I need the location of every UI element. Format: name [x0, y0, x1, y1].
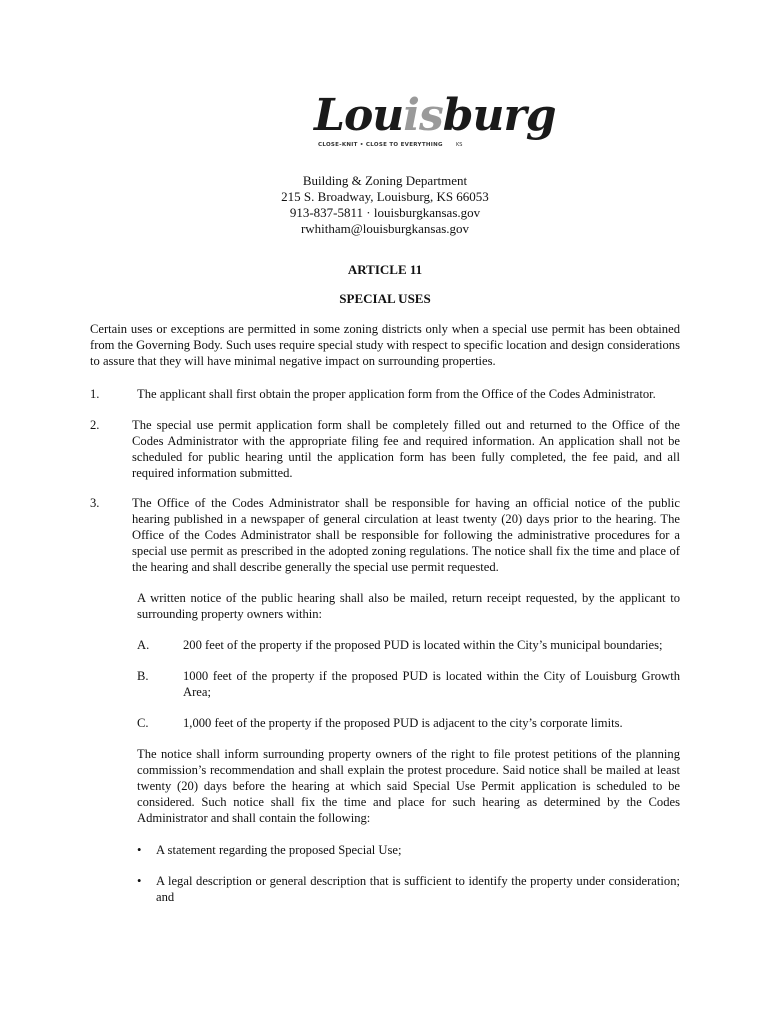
logo-state: KS	[456, 142, 463, 148]
sub-item-letter: B.	[137, 669, 149, 683]
article-number: ARTICLE 11	[347, 262, 423, 277]
item-number: 3.	[90, 496, 100, 510]
logo-wordmark: Louisburg	[314, 90, 556, 141]
bullet-icon: •	[137, 874, 142, 888]
louisburg-logo	[310, 90, 556, 164]
sub-item-letter: A.	[137, 638, 150, 652]
bullet-text: A statement regarding the proposed Special Use;	[156, 843, 402, 857]
bullet-icon: •	[137, 843, 142, 857]
item-text: The applicant shall first obtain the proper application form from the Office of the Codes Administrator.	[137, 387, 656, 401]
logo-tagline: CLOSE-KNIT • CLOSE TO EVERYTHING	[318, 142, 443, 148]
item-text: The Office of the Codes Administrator shall be responsible for having an official notice of the public hearing published in a newspaper of general circulation at least twenty (20) days prior to the hearing. The Office of the Codes Administrator shall be responsible for following the administrative procedures for a special use permit as prescribed in the adopted zoning regulations. The notice shall fix the time and place of the hearing and shall describe generally the special use permit requested.	[132, 496, 680, 574]
item-text: The special use permit application form shall be completely filled out and returned to the Office of the Codes Administrator with the appropriate filing fee and required information. An application shall not be scheduled for public hearing until the application form has been fully completed, the fee paid, and all required information submitted.	[132, 418, 680, 480]
item-number: 2.	[90, 418, 100, 432]
article-title: SPECIAL USES	[339, 291, 431, 306]
bullet-text: A legal description or general description that is sufficient to identify the property under consideration; and	[156, 874, 680, 904]
item-number: 1.	[90, 387, 100, 401]
department-name: Building & Zoning Department	[302, 173, 468, 188]
contact-block	[0, 173, 770, 237]
email: rwhitham@louisburgkansas.gov	[300, 221, 470, 236]
notice-inform-paragraph: The notice shall inform surrounding property owners of the right to file protest petitions of the planning commission’s recommendation and shall explain the protest procedure. Said notice shall be mailed at least twenty (20) days before the hearing at which said Special Use Permit application is scheduled to be considered. Such notice shall fix the time and place for such hearing as determined by the Codes Administrator and shall contain the following:	[137, 747, 680, 825]
sub-item-text: 200 feet of the property if the proposed PUD is located within the City’s municipal boundaries;	[183, 638, 663, 652]
intro-paragraph: Certain uses or exceptions are permitted in some zoning districts only when a special use permit has been obtained from the Governing Body. Such uses require special study with respect to specific location and design considerations to assure that they will have minimal negative impact on surrounding properties.	[90, 322, 680, 368]
sub-item-letter: C.	[137, 716, 149, 730]
address: 215 S. Broadway, Louisburg, KS 66053	[281, 189, 489, 204]
sub-item-text: 1000 feet of the property if the proposed PUD is located within the City of Louisburg Growth Area;	[183, 669, 680, 699]
sub-item-text: 1,000 feet of the property if the proposed PUD is adjacent to the city’s corporate limits.	[183, 716, 623, 730]
written-notice-paragraph: A written notice of the public hearing shall also be mailed, return receipt requested, by the applicant to surrounding property owners within:	[137, 591, 680, 621]
phone-website: 913-837-5811 · louisburgkansas.gov	[289, 205, 481, 220]
